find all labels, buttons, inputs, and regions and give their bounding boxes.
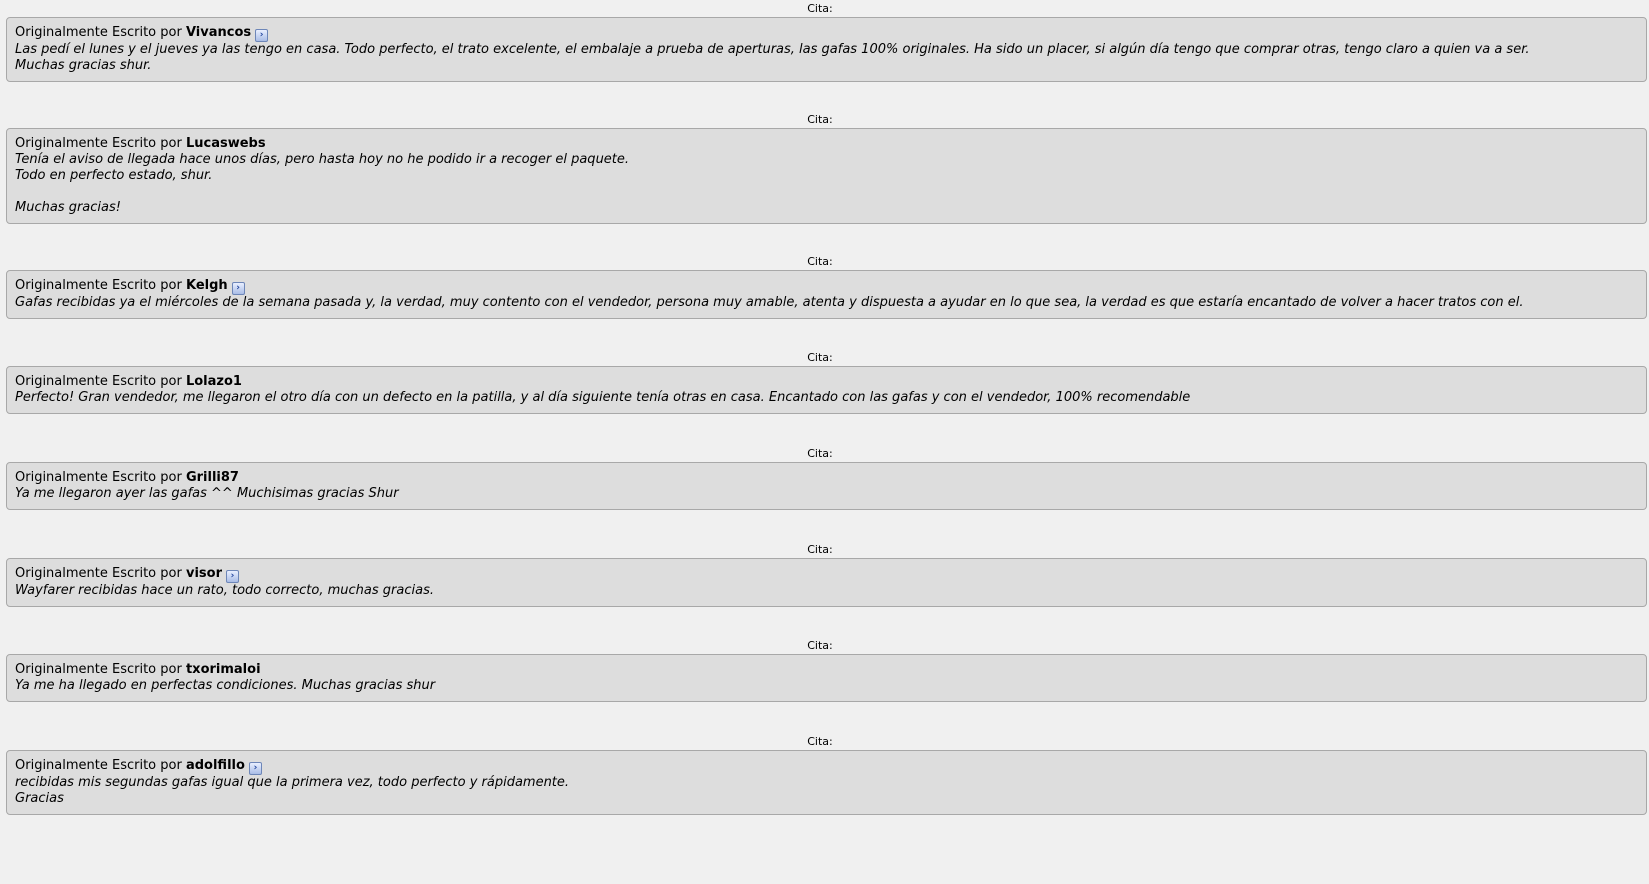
quote-header bbox=[15, 374, 1638, 390]
quote-prefix: Originalmente Escrito por bbox=[15, 758, 182, 773]
cita-label: Cita: bbox=[807, 639, 833, 652]
quote-block bbox=[0, 733, 1649, 815]
quote-box bbox=[6, 654, 1647, 702]
quote-author: adolfillo bbox=[185, 758, 245, 773]
quote-block bbox=[0, 637, 1649, 702]
arrow-right-icon[interactable]: › bbox=[232, 282, 245, 295]
quote-prefix: Originalmente Escrito por bbox=[15, 374, 182, 389]
quote-box bbox=[6, 558, 1647, 607]
quote-prefix: Originalmente Escrito por bbox=[15, 662, 182, 677]
quote-header bbox=[15, 136, 1638, 152]
quote-header bbox=[15, 758, 1638, 775]
quote-author: txorimaloi bbox=[185, 662, 261, 677]
quote-message: Perfecto! Gran vendedor, me llegaron el otro día con un defecto en la patilla, y al día siguiente tenía otras en casa. Encantado con las gafas y con el vendedor, 100% recomendable bbox=[15, 390, 1191, 405]
quote-author: Vivancos bbox=[185, 25, 252, 40]
quote-prefix: Originalmente Escrito por bbox=[15, 566, 182, 581]
cita-label: Cita: bbox=[807, 351, 833, 364]
quote-box bbox=[6, 750, 1647, 815]
quote-prefix: Originalmente Escrito por bbox=[15, 136, 182, 151]
quote-block bbox=[0, 253, 1649, 319]
quote-block bbox=[0, 349, 1649, 414]
quote-author: Grilli87 bbox=[185, 470, 239, 485]
quote-message: Tenía el aviso de llegada hace unos días, pero hasta hoy no he podido ir a recoger el paquete. Todo en perfecto estado, shur. Muchas gracias! bbox=[15, 152, 630, 215]
quote-header bbox=[15, 25, 1638, 42]
quote-header bbox=[15, 662, 1638, 678]
quote-box bbox=[6, 128, 1647, 224]
quote-header bbox=[15, 278, 1638, 295]
quote-message: Ya me llegaron ayer las gafas ^^ Muchisimas gracias Shur bbox=[15, 486, 399, 501]
quote-box bbox=[6, 270, 1647, 319]
quote-block bbox=[0, 541, 1649, 607]
quote-author: Kelgh bbox=[185, 278, 228, 293]
quote-author: visor bbox=[185, 566, 222, 581]
quote-message: Las pedí el lunes y el jueves ya las tengo en casa. Todo perfecto, el trato excelente, el embalaje a prueba de aperturas, las gafas 100% originales. Ha sido un placer, si algún día tengo que comprar otras, tengo claro a quien va a ser. Muchas gracias shur. bbox=[15, 42, 1530, 73]
quote-prefix: Originalmente Escrito por bbox=[15, 278, 182, 293]
cita-label: Cita: bbox=[807, 735, 833, 748]
quote-prefix: Originalmente Escrito por bbox=[15, 25, 182, 40]
quote-box bbox=[6, 17, 1647, 82]
quote-message: Gafas recibidas ya el miércoles de la semana pasada y, la verdad, muy contento con el vendedor, persona muy amable, atenta y dispuesta a ayudar en lo que sea, la verdad es que estaría encantado de volver a hacer tratos con el. bbox=[15, 295, 1524, 310]
cita-label: Cita: bbox=[807, 2, 833, 15]
quote-box bbox=[6, 462, 1647, 510]
quote-author: Lolazo1 bbox=[185, 374, 242, 389]
quote-box bbox=[6, 366, 1647, 414]
quote-block bbox=[0, 111, 1649, 224]
arrow-right-icon[interactable]: › bbox=[255, 29, 268, 42]
quote-block bbox=[0, 0, 1649, 82]
cita-label: Cita: bbox=[807, 543, 833, 556]
quote-header bbox=[15, 470, 1638, 486]
quote-block bbox=[0, 445, 1649, 510]
arrow-right-icon[interactable]: › bbox=[249, 762, 262, 775]
quote-message: Wayfarer recibidas hace un rato, todo correcto, muchas gracias. bbox=[15, 583, 434, 598]
quote-author: Lucaswebs bbox=[185, 136, 266, 151]
cita-label: Cita: bbox=[807, 113, 833, 126]
arrow-right-icon[interactable]: › bbox=[226, 570, 239, 583]
quote-message: Ya me ha llegado en perfectas condiciones. Muchas gracias shur bbox=[15, 678, 436, 693]
quote-header bbox=[15, 566, 1638, 583]
quote-message: recibidas mis segundas gafas igual que la primera vez, todo perfecto y rápidamente. Gracias bbox=[15, 775, 570, 806]
cita-label: Cita: bbox=[807, 447, 833, 460]
quote-prefix: Originalmente Escrito por bbox=[15, 470, 182, 485]
cita-label: Cita: bbox=[807, 255, 833, 268]
